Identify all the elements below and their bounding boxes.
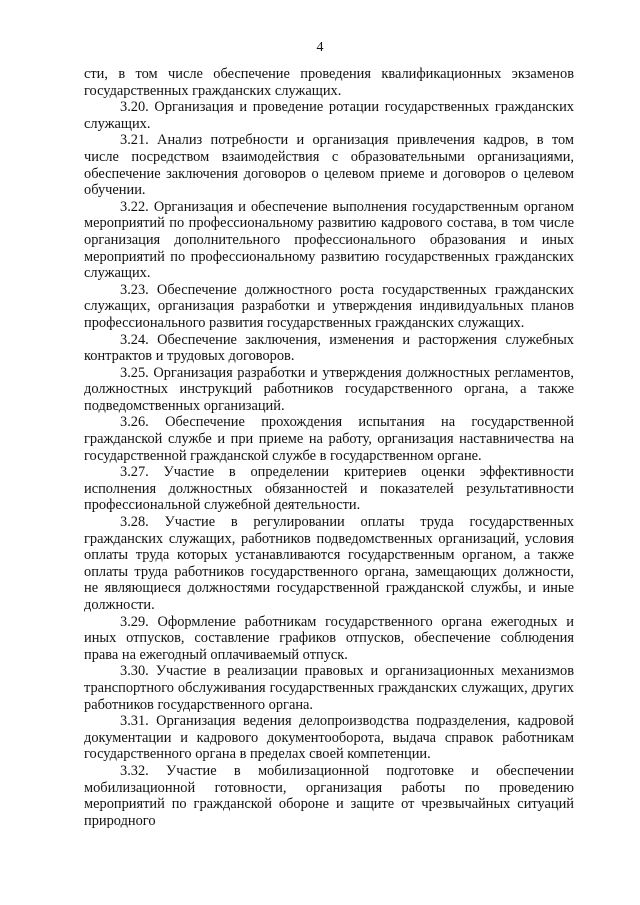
paragraph: 3.29. Оформление работникам государственного органа ежегодных и иных отпусков, составление графиков отпусков, обеспечение соблюдения права на ежегодный оплачиваемый отпуск.	[84, 613, 574, 663]
paragraph: 3.22. Организация и обеспечение выполнения государственным органом мероприятий по профессиональному развитию кадрового состава, в том числе организация дополнительного профессионального образования и иных мероприятий по профессиональному развитию государственных гражданских служащих.	[84, 198, 574, 282]
paragraph: 3.31. Организация ведения делопроизводства подразделения, кадровой документации и кадрового документооборота, выдача справок работникам государственного органа в пределах своей компетенции.	[84, 713, 574, 763]
paragraph: 3.24. Обеспечение заключения, изменения и расторжения служебных контрактов и трудовых договоров.	[84, 331, 574, 365]
paragraph: сти, в том числе обеспечение проведения квалификационных экзаменов государственных гражданских служащих.	[84, 66, 574, 99]
paragraph: 3.30. Участие в реализации правовых и организационных механизмов транспортного обслуживания государственных гражданских служащих, других работников государственного органа.	[84, 663, 574, 713]
paragraph: 3.23. Обеспечение должностного роста государственных гражданских служащих, организация разработки и утверждения индивидуальных планов профессионального развития государственных гражданских служащих.	[84, 281, 574, 331]
paragraph: 3.28. Участие в регулировании оплаты труда государственных гражданских служащих, работников подведомственных организаций, условия оплаты труда которых устанавливаются государственным органом, а также оплаты труда работников государственного органа, замещающих должности, не являющиеся должностями государственной гражданской службы, и иные должности.	[84, 514, 574, 613]
page-number: 4	[316, 40, 324, 55]
paragraph: 3.27. Участие в определении критериев оценки эффективности исполнения должностных обязанностей и показателей результативности профессиональной служебной деятельности.	[84, 464, 574, 514]
paragraph: 3.26. Обеспечение прохождения испытания на государственной гражданской службе и при приеме на работу, организация наставничества на государственной гражданской службе в государственном органе.	[84, 414, 574, 464]
paragraph: 3.32. Участие в мобилизационной подготовке и обеспечении мобилизационной готовности, организация работы по проведению мероприятий по гражданской обороне и защите от чрезвычайных ситуаций природного	[84, 762, 574, 829]
paragraph: 3.20. Организация и проведение ротации государственных гражданских служащих.	[84, 99, 574, 132]
paragraph: 3.25. Организация разработки и утверждения должностных регламентов, должностных инструкций работников государственного органа, а также подведомственных организаций.	[84, 364, 574, 414]
paragraph: 3.21. Анализ потребности и организация привлечения кадров, в том числе посредством взаимодействия с образовательными организациями, обеспечение заключения договоров о целевом приеме и договоров о целевом обучении.	[84, 132, 574, 199]
document-body	[84, 66, 574, 829]
